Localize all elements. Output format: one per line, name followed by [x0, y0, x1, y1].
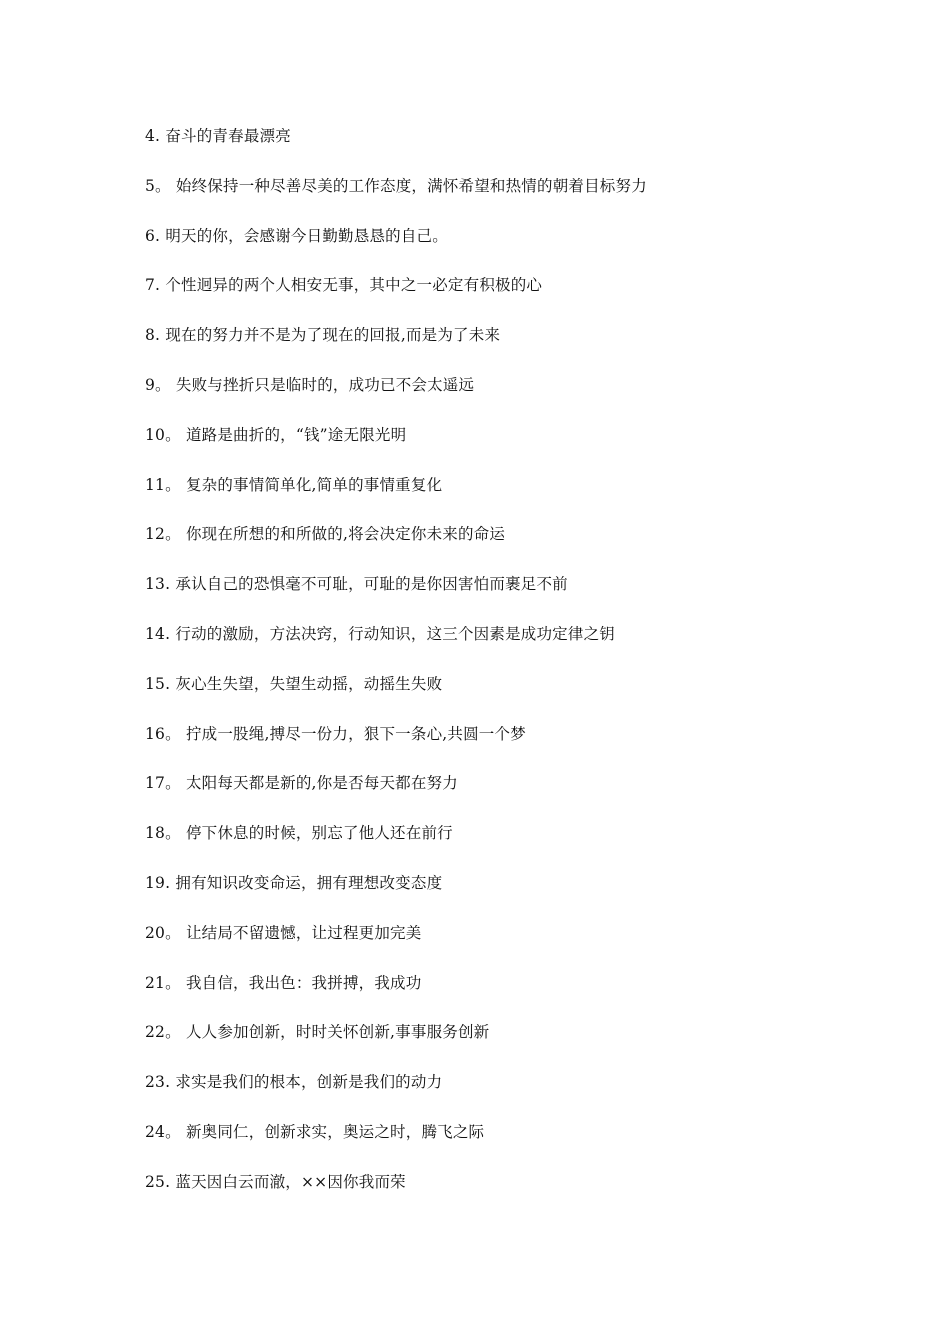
slogan-list — [145, 124, 865, 1220]
slogan-line: 23. 求实是我们的根本，创新是我们的动力 — [145, 1073, 443, 1092]
slogan-line: 20。 让结局不留遗憾，让过程更加完美 — [145, 923, 422, 942]
slogan-line: 6. 明天的你，会感谢今日勤勤恳恳的自己。 — [145, 226, 448, 245]
slogan-line: 10。 道路是曲折的，“钱”途无限光明 — [145, 425, 407, 444]
slogan-line: 7. 个性迥异的两个人相安无事，其中之一必定有积极的心 — [145, 276, 543, 295]
slogan-line: 5。 始终保持一种尽善尽美的工作态度，满怀希望和热情的朝着目标努力 — [145, 176, 647, 195]
slogan-line: 4. 奋斗的青春最漂亮 — [145, 127, 291, 145]
slogan-line: 12。 你现在所想的和所做的,将会决定你未来的命运 — [145, 525, 506, 544]
slogan-line: 19. 拥有知识改变命运，拥有理想改变态度 — [145, 873, 443, 892]
slogan-line: 9。 失败与挫折只是临时的，成功已不会太遥远 — [145, 375, 475, 394]
slogan-line: 13. 承认自己的恐惧毫不可耻，可耻的是你因害怕而裹足不前 — [145, 575, 568, 594]
slogan-line: 25. 蓝天因白云而澈，××因你我而荣 — [145, 1172, 406, 1191]
slogan-line: 24。 新奥同仁，创新求实，奥运之时，腾飞之际 — [145, 1122, 485, 1141]
slogan-line: 8. 现在的努力并不是为了现在的回报,而是为了未来 — [145, 326, 501, 345]
slogan-line: 15. 灰心生失望，失望生动摇，动摇生失败 — [145, 674, 443, 693]
slogan-line: 18。 停下休息的时候，别忘了他人还在前行 — [145, 824, 453, 843]
slogan-line: 22。 人人参加创新，时时关怀创新,事事服务创新 — [145, 1023, 490, 1042]
slogan-line: 16。 拧成一股绳,搏尽一份力，狠下一条心,共圆一个梦 — [145, 724, 526, 743]
slogan-line: 14. 行动的激励，方法决窍，行动知识，这三个因素是成功定律之钥 — [145, 624, 615, 643]
slogan-line: 21。 我自信，我出色：我拼搏，我成功 — [145, 973, 422, 992]
slogan-line: 17。 太阳每天都是新的,你是否每天都在努力 — [145, 774, 458, 793]
slogan-line: 11。 复杂的事情简单化,简单的事情重复化 — [145, 475, 443, 494]
